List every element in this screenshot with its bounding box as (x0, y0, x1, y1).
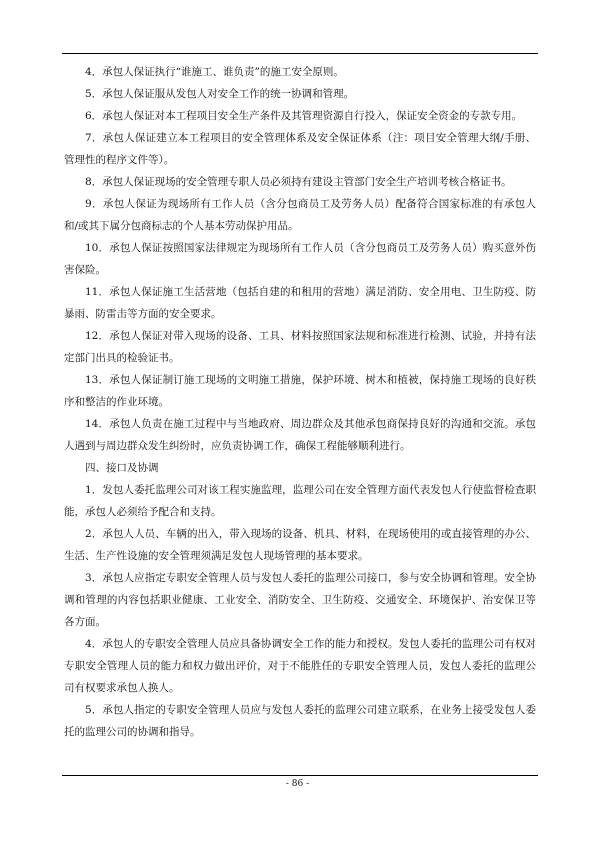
interface-clause-1: 1．发包人委托监理公司对该工程实施监理，监理公司在安全管理方面代表发包人行使监督检查职能，承包人必须给予配合和支持。 (64, 484, 536, 518)
footer-rule (62, 775, 538, 776)
interface-clause-4: 4．承包人的专职安全管理人员应具备协调安全工作的能力和授权。发包人委托的监理公司有权对专职安全管理人员的能力和权力做出评价，对于不能胜任的专职安全管理人员，发包人委托的监理公司有权要求承包人换人。 (64, 638, 536, 694)
interface-clause-5: 5．承包人指定的专职安全管理人员应与发包人委托的监理公司建立联系，在业务上接受发包人委托的监理公司的协调和指导。 (64, 704, 536, 738)
clause-10: 10．承包人保证按照国家法律规定为现场所有工作人员（含分包商员工及劳务人员）购买意外伤害保险。 (64, 242, 536, 276)
clause-9: 9．承包人保证为现场所有工作人员（含分包商员工及劳务人员）配备符合国家标准的有承包人和/或其下属分包商标志的个人基本劳动保护用品。 (64, 198, 536, 232)
clause-11: 11．承包人保证施工生活营地（包括自建的和租用的营地）满足消防、安全用电、卫生防疫、防暴雨、防雷击等方面的安全要求。 (64, 286, 536, 320)
section-heading-interface: 四、接口及协调 (85, 462, 159, 474)
clause-7: 7．承包人保证建立本工程项目的安全管理体系及安全保证体系（注：项目安全管理大纲/手册、管理性的程序文件等）。 (64, 132, 536, 166)
page-number: - 86 - (285, 779, 310, 789)
clause-4: 4．承包人保证执行“谁施工、谁负责”的施工安全原则。 (85, 66, 344, 78)
clause-8: 8．承包人保证现场的安全管理专职人员必须持有建设主管部门安全生产培训考核合格证书。 (85, 176, 512, 188)
clause-13: 13．承包人保证制订施工现场的文明施工措施，保护环境、树木和植被，保持施工现场的良好秩序和整洁的作业环境。 (64, 374, 536, 408)
clause-14: 14．承包人负责在施工过程中与当地政府、周边群众及其他承包商保持良好的沟通和交流。承包人遇到与周边群众发生纠纷时，应负责协调工作，确保工程能够顺利进行。 (64, 418, 536, 452)
interface-clause-2: 2．承包人人员、车辆的出入，带入现场的设备、机具、材料，在现场使用的或直接管理的办公、生活、生产性设施的安全管理须满足发包人现场管理的基本要求。 (64, 528, 536, 562)
interface-clause-3: 3．承包人应指定专职安全管理人员与发包人委托的监理公司接口，参与安全协调和管理。安全协调和管理的内容包括职业健康、工业安全、消防安全、卫生防疫、交通安全、环境保护、治安保卫等各方面。 (64, 572, 536, 628)
body-content (64, 61, 536, 743)
clause-6: 6．承包人保证对本工程项目安全生产条件及其管理资源自行投入，保证安全资金的专款专用。 (85, 110, 523, 122)
clause-12: 12．承包人保证对带入现场的设备、工具、材料按照国家法规和标准进行检测、试验，并持有法定部门出具的检验证书。 (64, 330, 536, 364)
clause-5: 5．承包人保证服从发包人对安全工作的统一协调和管理。 (85, 88, 355, 100)
header-rule (62, 53, 538, 54)
